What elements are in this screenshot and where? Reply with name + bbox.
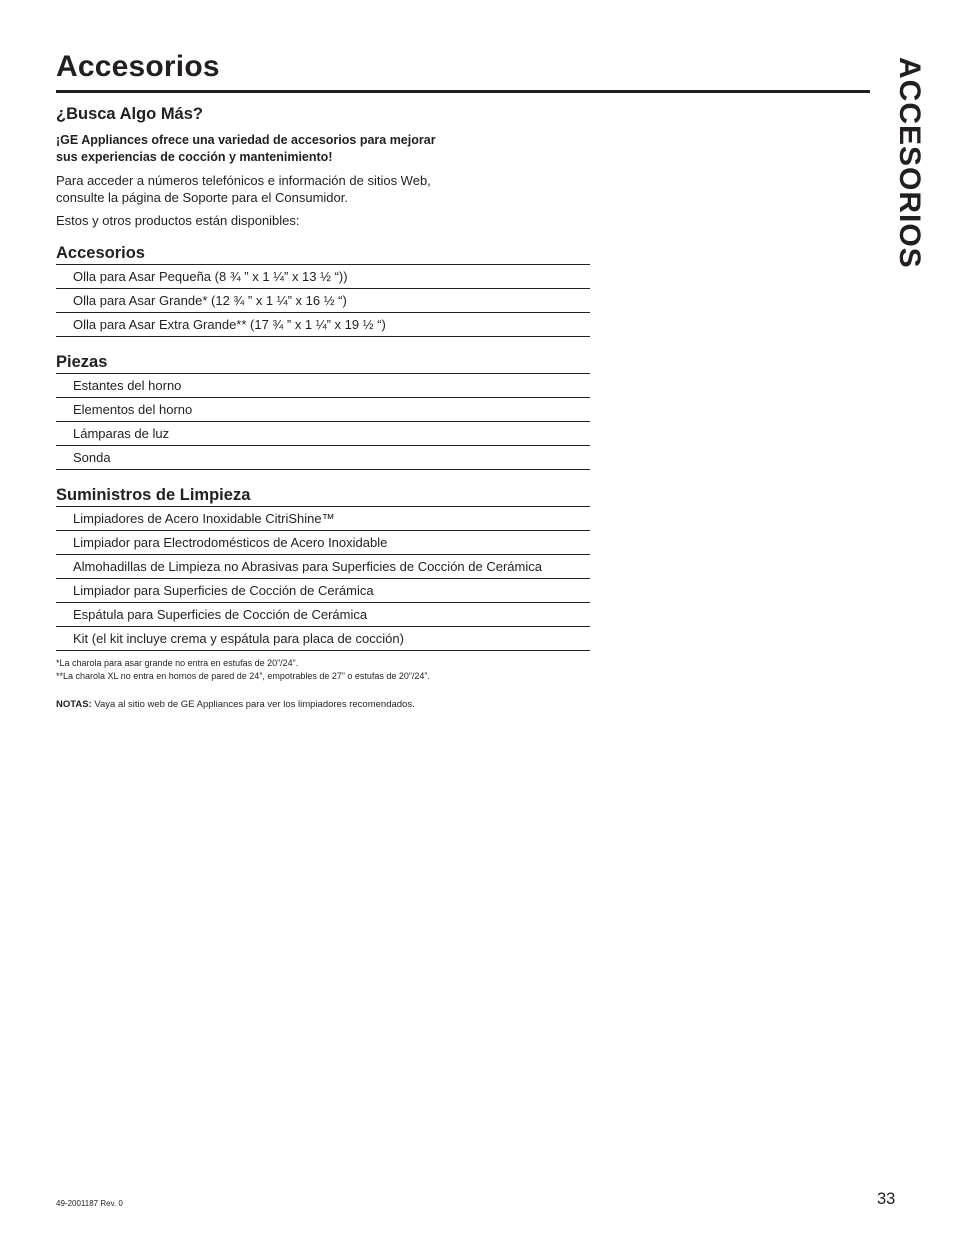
list-item: Estantes del horno: [56, 374, 590, 398]
list-item: Elementos del horno: [56, 398, 590, 422]
intro-heading: ¿Busca Algo Más?: [56, 105, 203, 123]
footnote-xl-pan: **La charola XL no entra en hornos de pared de 24”, empotrables de 27” o estufas de 20”/24”.: [56, 670, 430, 681]
list-item: Olla para Asar Pequeña (8 ¾ ” x 1 ¼” x 13 ½ “)): [56, 265, 590, 289]
footnotes: [56, 657, 590, 682]
parts-section: [56, 352, 590, 470]
list-item: Kit (el kit incluye crema y espátula para placa de cocción): [56, 627, 590, 651]
list-item: Espátula para Superficies de Cocción de Cerámica: [56, 603, 590, 627]
list-item: Limpiadores de Acero Inoxidable CitriShine™: [56, 507, 590, 531]
list-item: Sonda: [56, 446, 590, 470]
list-item: Olla para Asar Extra Grande** (17 ¾ ” x 1 ¼” x 19 ½ “): [56, 313, 590, 337]
parts-list: [56, 373, 590, 470]
notes: [56, 699, 590, 711]
footnote-large-pan: *La charola para asar grande no entra en estufas de 20”/24”.: [56, 658, 299, 668]
notes-label: NOTAS:: [56, 699, 92, 710]
accessories-list: [56, 264, 590, 337]
list-item: Lámparas de luz: [56, 422, 590, 446]
accessories-section: [56, 243, 590, 337]
title-rule: [56, 90, 870, 93]
notes-text: Vaya al sitio web de GE Appliances para ver los limpiadores recomendados.: [91, 699, 415, 710]
intro-availability-text: Estos y otros productos están disponibles:: [56, 213, 300, 228]
list-item: Limpiador para Superficies de Cocción de Cerámica: [56, 579, 590, 603]
cleaning-supplies-section: [56, 485, 590, 651]
parts-heading: Piezas: [56, 353, 108, 371]
document-number: 49-2001187 Rev. 0: [56, 1199, 123, 1208]
cleaning-supplies-list: [56, 506, 590, 651]
list-item: Limpiador para Electrodomésticos de Acero Inoxidable: [56, 531, 590, 555]
page-title: Accesorios: [56, 50, 220, 83]
accessories-heading: Accesorios: [56, 244, 145, 262]
list-item: Almohadillas de Limpieza no Abrasivas para Superficies de Cocción de Cerámica: [56, 555, 590, 579]
side-tab-label: ACCESORIOS: [893, 57, 926, 269]
intro-text: Para acceder a números telefónicos e información de sitios Web, consulte la página de Soporte para el Consumidor.: [56, 173, 431, 205]
main-content: [56, 104, 590, 711]
page-number: 33: [877, 1190, 896, 1208]
intro-bold-text: ¡GE Appliances ofrece una variedad de accesorios para mejorar sus experiencias de cocción y mantenimiento!: [56, 133, 436, 164]
list-item: Olla para Asar Grande* (12 ¾ ” x 1 ¼” x 16 ½ “): [56, 289, 590, 313]
cleaning-supplies-heading: Suministros de Limpieza: [56, 486, 251, 504]
